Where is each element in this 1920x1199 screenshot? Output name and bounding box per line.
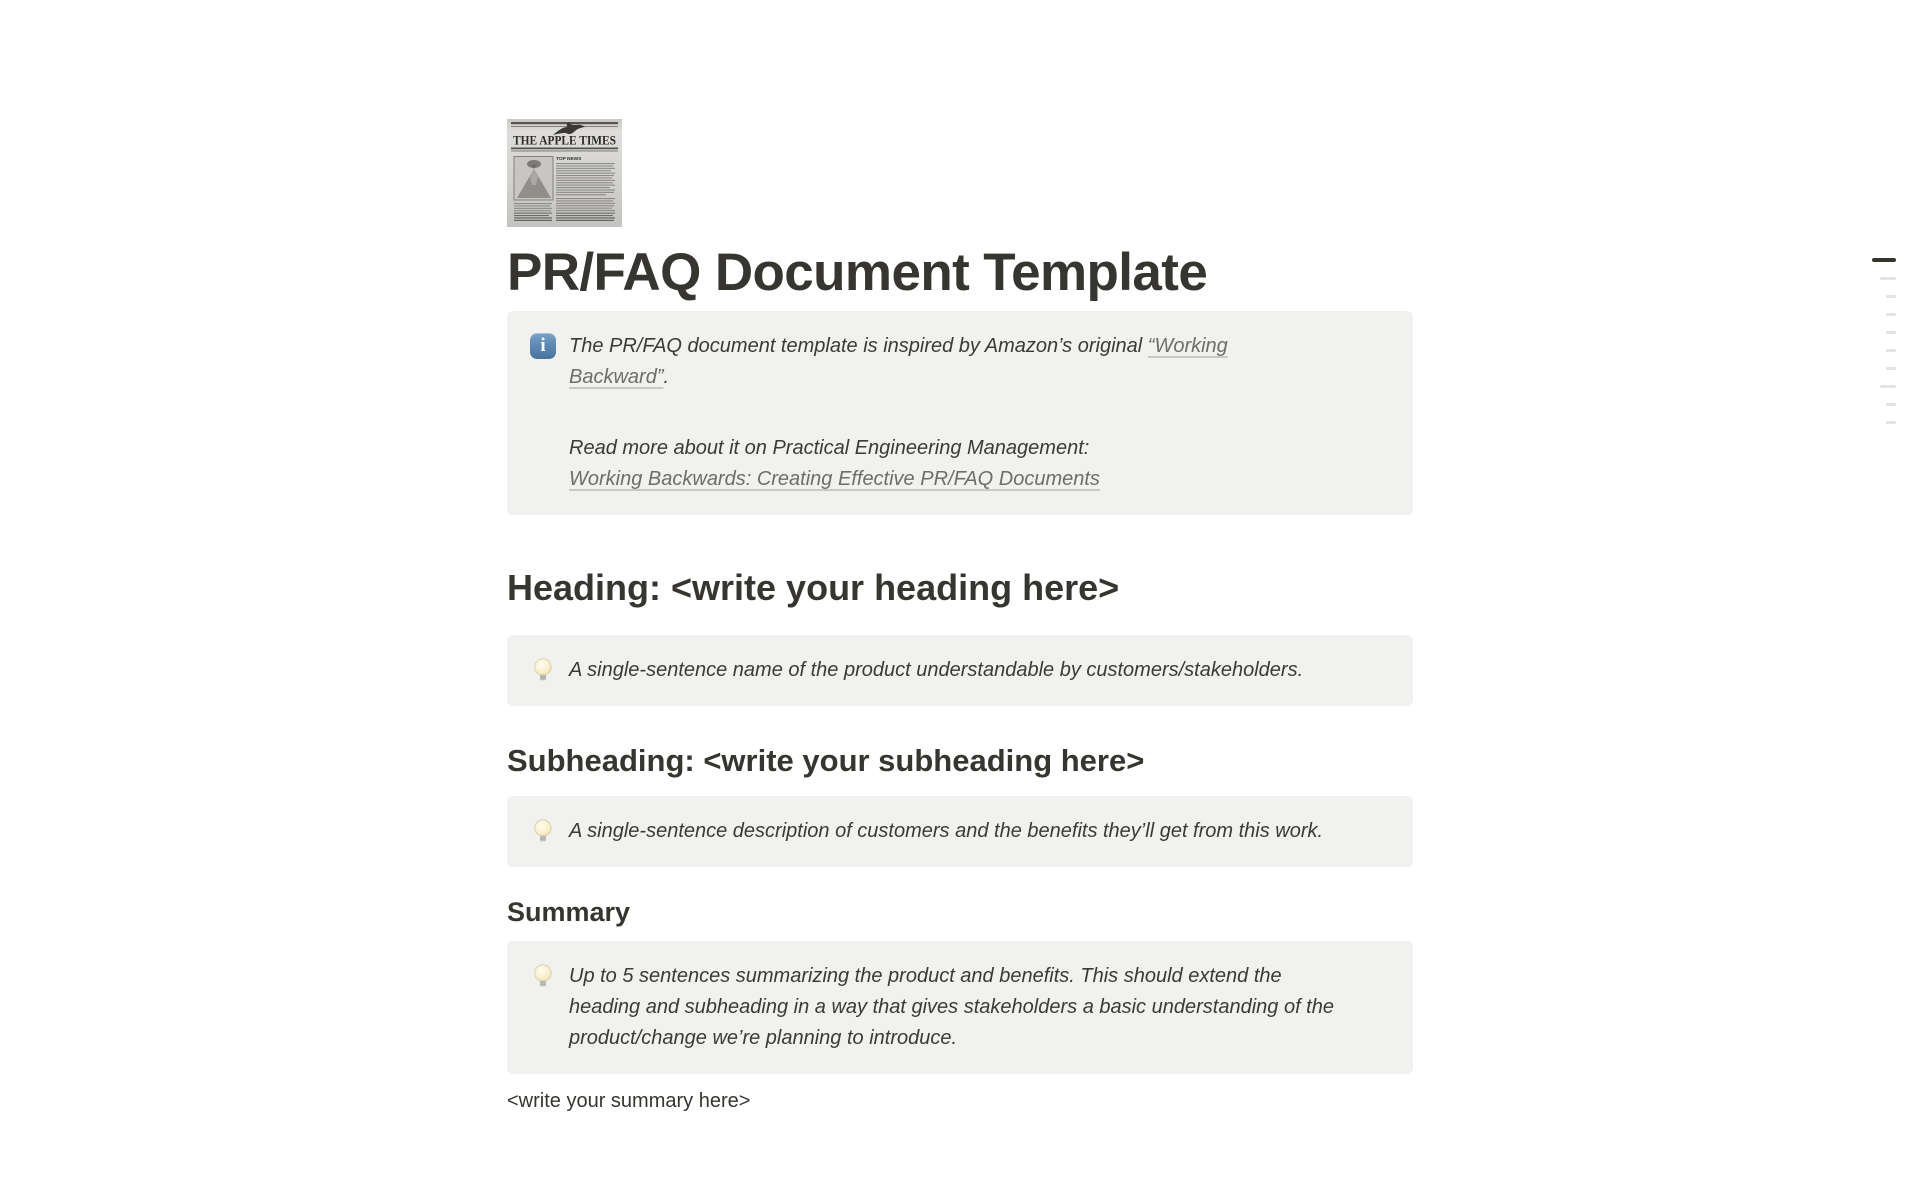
heading-section-title[interactable]: Heading: <write your heading here> [507, 567, 1120, 608]
info-callout-paragraph-1[interactable] [569, 331, 1314, 393]
page-title[interactable]: PR/FAQ Document Template [507, 243, 1208, 302]
newspaper-text-lines [556, 163, 615, 211]
outline-indicator-bar[interactable] [1886, 421, 1896, 424]
outline-indicator-bar[interactable] [1872, 258, 1896, 262]
outline-indicator-bar[interactable] [1886, 349, 1896, 352]
light-bulb-icon [529, 656, 557, 684]
newspaper-masthead: THE APPLE TIMES [513, 133, 617, 148]
newspaper-section-label: TOP NEWS [556, 157, 582, 162]
newspaper-cover-image[interactable] [507, 119, 622, 227]
summary-placeholder-text[interactable]: <write your summary here> [507, 1090, 751, 1112]
newspaper-illustration [507, 119, 622, 227]
outline-indicator-bar[interactable] [1886, 331, 1896, 334]
info-text-after-link: . [663, 366, 670, 388]
outline-indicator[interactable] [1872, 258, 1896, 424]
outline-indicator-bar[interactable] [1880, 385, 1896, 388]
info-text-before-link: The PR/FAQ document template is inspired by Amazon’s original [569, 335, 1148, 357]
outline-indicator-bar[interactable] [1886, 313, 1896, 316]
document-page [507, 0, 1413, 1117]
summary-tip-text[interactable]: Up to 5 sentences summarizing the product and benefits. This should extend the heading and subheading in a way that gives stakeholders a basic understanding of the product/change we’re planning to introduce. [569, 965, 1334, 1049]
working-backward-link[interactable]: “Working Backward” [569, 335, 1228, 388]
light-bulb-icon [529, 817, 557, 845]
summary-section-title[interactable]: Summary [507, 897, 631, 927]
outline-indicator-bar[interactable] [1886, 367, 1896, 370]
summary-tip-callout[interactable] [507, 941, 1413, 1074]
outline-indicator-bar[interactable] [1886, 403, 1896, 406]
info-callout-paragraph-2[interactable] [569, 433, 1314, 495]
heading-tip-text[interactable]: A single-sentence name of the product understandable by customers/stakeholders. [569, 659, 1304, 681]
light-bulb-icon [529, 962, 557, 990]
subheading-section-title[interactable]: Subheading: <write your subheading here> [507, 743, 1145, 778]
subheading-tip-callout[interactable] [507, 796, 1413, 867]
outline-indicator-bar[interactable] [1886, 295, 1896, 298]
working-backwards-article-link[interactable]: Working Backwards: Creating Effective PR/FAQ Documents [569, 468, 1100, 490]
heading-tip-callout[interactable] [507, 635, 1413, 706]
information-icon: i [529, 332, 557, 360]
newspaper-photo [514, 157, 553, 201]
outline-indicator-bar[interactable] [1880, 277, 1896, 280]
info-callout[interactable] [507, 311, 1413, 515]
subheading-tip-text[interactable]: A single-sentence description of customers and the benefits they’ll get from this work. [569, 820, 1324, 842]
read-more-text: Read more about it on Practical Engineering Management: [569, 437, 1090, 459]
